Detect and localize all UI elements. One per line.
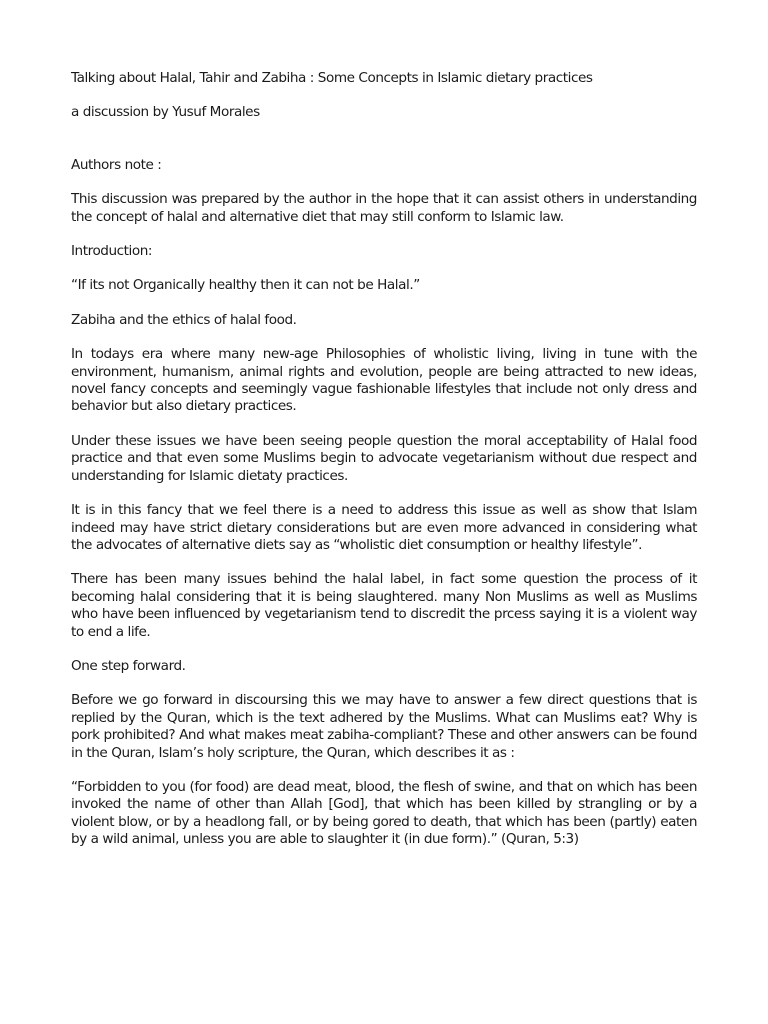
- body-paragraph: Under these issues we have been seeing people question the moral acceptability of Halal food practice and that even some Muslims begin to advocate vegetarianism without due respect and understanding for Islamic dietaty practices.: [71, 432, 697, 484]
- authors-note-heading: Authors note :: [71, 156, 162, 173]
- body-paragraph: It is in this fancy that we feel there is a need to address this issue as well as show that Islam indeed may have strict dietary considerations but are even more advanced in considering what the advocates of alternative diets say as “wholistic diet consumption or healthy lifestyle”.: [71, 502, 697, 553]
- document-byline: a discussion by Yusuf Morales: [71, 104, 260, 121]
- body-paragraph: In todays era where many new-age Philosophies of wholistic living, living in tune with the environment, humanism, animal rights and evolution, people are being attracted to new ideas, novel fancy concepts and seemingly vague fashionable lifestyles that include not only dress and behavior but also dietary practices.: [71, 346, 697, 415]
- introduction-heading: Introduction:: [71, 243, 153, 260]
- section-heading: Zabiha and the ethics of halal food.: [71, 311, 297, 328]
- body-paragraph: There has been many issues behind the halal label, in fact some question the process of it becoming halal considering that it is being slaughtered. many Non Muslims as well as Muslims who have been influenced by vegetarianism tend to discredit the prcess saying it is a violent way to end a life.: [71, 571, 697, 640]
- step-heading: One step forward.: [71, 657, 186, 674]
- quran-quote: “Forbidden to you (for food) are dead meat, blood, the flesh of swine, and that on which has been invoked the name of other than Allah [God], that which has been killed by strangling or by a violent blow, or by a headlong fall, or by being gored to death, that which has been (partly) eaten by a wild animal, unless you are able to slaughter it (in due form).” (Quran, 5:3): [71, 778, 697, 848]
- document-title: Talking about Halal, Tahir and Zabiha : Some Concepts in Islamic dietary practices: [71, 70, 593, 86]
- authors-note-paragraph: This discussion was prepared by the author in the hope that it can assist others in understanding the concept of halal and alternative diet that may still conform to Islamic law.: [71, 191, 697, 225]
- body-paragraph: Before we go forward in discoursing this we may have to answer a few direct questions that is replied by the Quran, which is the text adhered by the Muslims. What can Muslims eat? Why is pork prohibited? And what makes meat zabiha-compliant? These and other answers can be found in the Quran, Islam’s holy scripture, the Quran, which describes it as :: [71, 692, 697, 761]
- intro-quote: “If its not Organically healthy then it can not be Halal.”: [71, 277, 420, 294]
- document-page: [71, 70, 697, 866]
